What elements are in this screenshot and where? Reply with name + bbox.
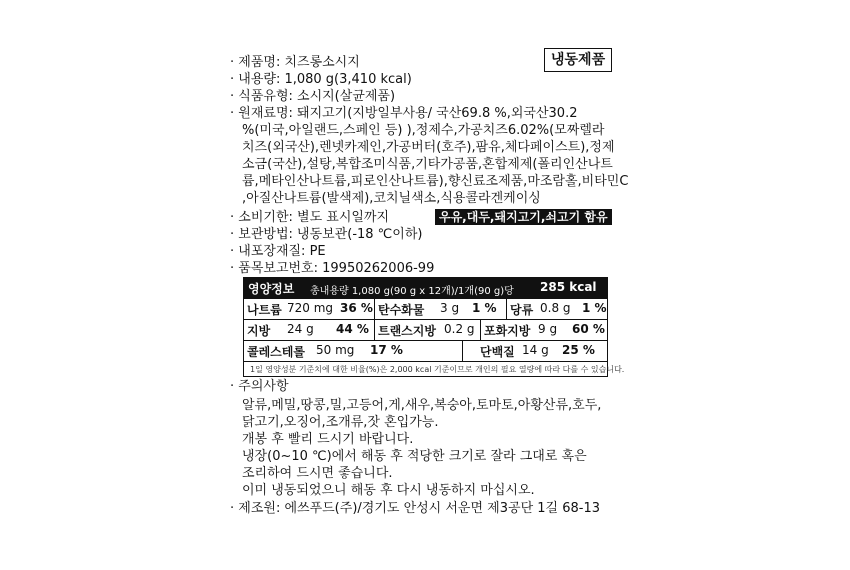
food-type: · 식품유형: 소시지(살균제품) [230,89,396,104]
allergen-notice: 우유,대두,돼지고기,쇠고기 함유 [435,209,612,225]
ingredients-line: ,아질산나트륨(발색제),코치닐색소,식용콜라겐케이싱 [242,191,541,206]
ingredients-line: · 원재료명: 돼지고기(지방일부사용/ 국산69.8 %,외국산30.2 [230,106,578,121]
ingredients-line: 치즈(외국산),렌넷카제인,가공버터(호주),팜유,체다페이스트),정제 [242,140,615,155]
divider [462,341,463,361]
product-name: · 제품명: 치즈롱소시지 [230,55,360,70]
cholesterol-value: 50 mg [316,343,355,357]
sugar-label: 당류 [510,303,534,317]
sodium-pct: 36 % [340,301,373,315]
footnote-text: 1일 영양성분 기준치에 대한 비율(%)은 2,000 kcal 기준이므로 개인의 필요 열량에 따라 다를 수 있습니다. [250,365,625,374]
calories: 285 kcal [540,280,597,294]
sugar-value: 0.8 g [540,301,571,315]
caution-line: 알류,메밀,땅콩,밀,고등어,게,새우,복숭아,토마토,아황산류,호두, [242,398,602,413]
expiry [230,209,608,226]
divider [374,320,375,340]
sodium-label: 나트륨 [247,303,282,317]
caution-line: 이미 냉동되었으니 해동 후 다시 냉동하지 마십시오. [242,483,535,498]
nutrition-row [244,320,607,341]
nutrition-row [244,299,607,320]
nutrition-title: 영양정보 [248,282,295,296]
carbs-pct: 1 % [472,301,497,315]
packaging: · 내포장재질: PE [230,244,326,259]
report-number: · 품목보고번호: 19950262006-99 [230,261,435,276]
fat-value: 24 g [287,322,314,336]
nutrition-header [244,278,607,299]
fat-pct: 44 % [336,322,369,336]
divider [374,299,375,319]
protein-value: 14 g [522,343,549,357]
carbs-label: 탄수화물 [378,303,425,317]
sugar-pct: 1 % [582,301,607,315]
cholesterol-label: 콜레스테롤 [247,345,305,359]
expiry-text: · 소비기한: 별도 표시일까지 [230,210,390,225]
sat-fat-pct: 60 % [572,322,605,336]
caution-line: 개봉 후 빨리 드시기 바랍니다. [242,432,414,447]
divider [480,320,481,340]
nutrition-row [244,341,607,362]
nutrition-footnote [244,362,625,376]
frozen-badge: 냉동제품 [544,48,612,72]
nutrition-table [243,277,625,377]
trans-fat-value: 0.2 g [444,322,475,336]
carbs-value: 3 g [440,301,460,315]
ingredients-line: 륨,메타인산나트륨,피로인산나트륨),향신료조제품,마조람홀,비타민C [242,174,629,189]
fat-label: 지방 [247,324,271,338]
divider [506,299,507,319]
cholesterol-pct: 17 % [370,343,403,357]
sodium-value: 720 mg [287,301,334,315]
storage: · 보관방법: 냉동보관(-18 ℃이하) [230,227,423,242]
caution-line: 냉장(0~10 ℃)에서 해동 후 적당한 크기로 잘라 그대로 혹은 [242,449,587,464]
volume: · 내용량: 1,080 g(3,410 kcal) [230,72,412,87]
sat-fat-label: 포화지방 [484,324,531,338]
caution-line: 닭고기,오징어,조개류,잣 혼입가능. [242,415,439,430]
ingredients-line: %(미국,아일랜드,스페인 등) ),정제수,가공치즈6.02%(모짜렐라 [242,123,605,138]
protein-label: 단백질 [480,345,515,359]
manufacturer: · 제조원: 에쓰푸드(주)/경기도 안성시 서운면 제3공단 1길 68-13 [230,501,600,516]
ingredients-line: 소금(국산),설탕,복합조미식품,기타가공품,혼합제제(폴리인산나트 [242,157,613,172]
cautions-title: · 주의사항 [230,379,289,394]
trans-fat-label: 트랜스지방 [378,324,436,338]
protein-pct: 25 % [562,343,595,357]
sat-fat-value: 9 g [538,322,558,336]
serving-info: 총내용량 1,080 g(90 g x 12개)/1개(90 g)당 [310,286,514,297]
caution-line: 조리하여 드시면 좋습니다. [242,466,393,481]
